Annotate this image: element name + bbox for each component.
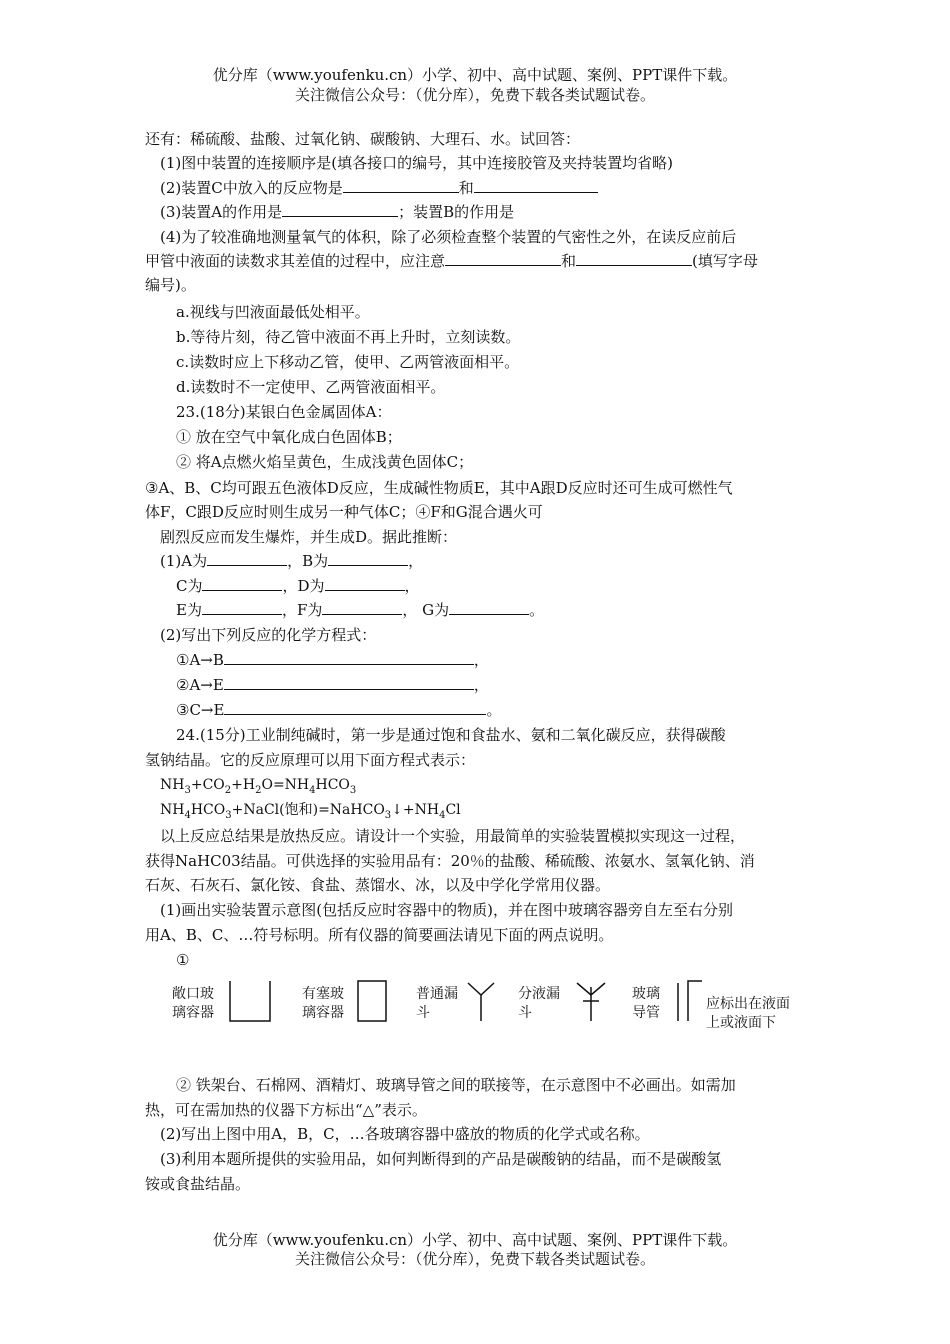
note-2-line2: 热，可在需加热的仪器下方标出“△”表示。 [145, 1101, 427, 1119]
q22-part-2-and: 和 [458, 179, 474, 197]
q23-title: 23.(18分)某银白色金属固体A： [176, 403, 392, 421]
q22-part-4-and: 和 [561, 252, 577, 270]
eq-label: ③C→E [176, 701, 225, 719]
sep-funnel-label-1: 分液漏 [518, 986, 560, 1002]
glass-tube-note-2: 上或液面下 [706, 1015, 776, 1031]
answer-blank-b[interactable] [328, 551, 408, 566]
comma: ， [408, 552, 424, 570]
label-f: ，F为 [281, 601, 323, 619]
header-line-2: 关注微信公众号：（优分库），免费下载各类试题试卷。 [294, 86, 655, 104]
q22-option-a: a.视线与凹液面最低处相平。 [176, 303, 370, 321]
q22-option-d: d.读数时不一定使甲、乙两管液面相平。 [176, 378, 446, 396]
q22-option-b: b.等待片刻，待乙管中液面不再上升时，立刻读数。 [176, 328, 521, 346]
q24-part-3-line2: 铵或食盐结晶。 [145, 1175, 251, 1193]
period: 。 [529, 601, 545, 619]
funnel-label-2: 斗 [416, 1005, 430, 1021]
answer-blank[interactable] [343, 178, 459, 193]
q23-part-1-row2 [176, 576, 420, 596]
q22-part-3-b: ；装置B的作用是 [398, 203, 515, 221]
q23-equation-2 [176, 675, 489, 695]
q22-part-4-text: 甲管中液面的读数求其差值的过程中，应注意 [145, 252, 446, 270]
label-a: (1)A为 [160, 552, 208, 570]
q23-step-3-line2: 体F，C跟D反应时则生成另一种气体C；④F和G混合遇火可 [145, 503, 543, 521]
q24-part-1-line2: 用A、B、C、…符号标明。所有仪器的简要画法请见下面的两点说明。 [145, 926, 614, 944]
q24-title-line1: 24.(15分)工业制纯碱时，第一步是通过饱和食盐水、氨和二氧化碳反应，获得碳酸 [176, 726, 726, 744]
label-g: ， G为 [402, 601, 450, 619]
answer-blank[interactable] [224, 650, 474, 665]
q24-summary-line2: 获得NaHC03结晶。可供选择的实验用品有：20％的盐酸、稀硫酸、浓氨水、氢氧化钠、消 [145, 852, 755, 870]
stoppered-vessel-label-2: 璃容器 [302, 1005, 344, 1021]
footer-line-2: 关注微信公众号：（优分库），免费下载各类试题试卷。 [294, 1250, 655, 1268]
q24-part-3-line1: (3)利用本题所提供的实验用品，如何判断得到的产品是碳酸钠的结晶，而不是碳酸氢 [160, 1150, 722, 1168]
q24-part-1-line1: (1)画出实验装置示意图(包括反应时容器中的物质)，并在图中玻璃容器旁自左至右分别 [160, 901, 733, 919]
q23-step-2: ② 将A点燃火焰呈黄色，生成浅黄色固体C； [176, 453, 474, 471]
glass-tube-note-1: 应标出在液面 [706, 996, 790, 1012]
q22-part-4-line1: (4)为了较准确地测量氧气的体积，除了必须检查整个装置的气密性之外，在读反应前后 [160, 228, 737, 246]
answer-blank[interactable] [282, 202, 398, 217]
answer-blank-g[interactable] [449, 600, 529, 615]
label-b: ，B为 [287, 552, 329, 570]
q22-part-2 [160, 178, 598, 198]
q22-option-c: c.读数时应上下移动乙管，使甲、乙两管液面相平。 [176, 353, 520, 371]
funnel-label-1: 普通漏 [416, 986, 458, 1002]
open-vessel-icon [228, 979, 272, 1023]
q24-equation-1: $NH_3+CO_2+H_2O=NH_4HCO_3$ [160, 777, 357, 796]
answer-blank[interactable] [224, 700, 486, 715]
q23-step-3-line1: ③A、B、C均可跟五色液体D反应，生成碱性物质E，其中A跟D反应时还可生成可燃性气 [145, 479, 733, 497]
period: 。 [486, 701, 502, 719]
open-vessel-label-2: 璃容器 [172, 1005, 214, 1021]
glass-tube-label-2: 导管 [632, 1005, 660, 1021]
q24-summary-line3: 石灰、石灰石、氯化铵、食盐、蒸馏水、冰，以及中学化学常用仪器。 [145, 876, 611, 894]
q22-part-2-label: (2)装置C中放入的反应物是 [160, 179, 343, 197]
q22-intro: 还有：稀硫酸、盐酸、过氧化钠、碳酸钠、大理石、水。试回答： [145, 130, 581, 148]
answer-blank-f[interactable] [322, 600, 402, 615]
label-d: ，D为 [282, 577, 325, 595]
q24-part-2: (2)写出上图中用A，B，C，…各玻璃容器中盛放的物质的化学式或名称。 [160, 1125, 650, 1143]
q24-equation-2: $NH_4HCO_3+NaCl$(饱和)$=NaHCO_3↓+NH_4Cl$ [160, 802, 461, 821]
answer-blank[interactable] [576, 251, 692, 266]
answer-blank-d[interactable] [325, 576, 405, 591]
q22-part-4-line2 [145, 251, 758, 271]
header-line-1: 优分库（www.youfenku.cn）小学、初中、高中试题、案例、PPT课件下载。 [212, 66, 738, 84]
q22-part-3-label: (3)装置A的作用是 [160, 203, 283, 221]
label-c: C为 [176, 577, 203, 595]
comma: ， [473, 651, 489, 669]
label-e: E为 [176, 601, 202, 619]
q22-part-4-hint: (填写字母 [692, 252, 758, 270]
eq-label: ①A→B [176, 651, 224, 669]
separatory-funnel-icon [574, 979, 608, 1023]
q22-part-4-line3: 编号)。 [145, 276, 196, 294]
q23-part-1-row1 [160, 551, 423, 571]
answer-blank[interactable] [445, 251, 561, 266]
apparatus-legend [150, 975, 850, 1045]
stoppered-vessel-label-1: 有塞玻 [302, 986, 344, 1002]
comma: ， [473, 676, 489, 694]
q22-part-1: (1)图中装置的连接顺序是(填各接口的编号，其中连接胶管及夹持装置均省略) [160, 154, 673, 172]
q24-summary-line1: 以上反应总结果是放热反应。请设计一个实验，用最简单的实验装置模拟实现这一过程， [160, 827, 746, 845]
sep-funnel-label-2: 斗 [518, 1005, 532, 1021]
answer-blank-a[interactable] [207, 551, 287, 566]
answer-blank-c[interactable] [202, 576, 282, 591]
q23-part-1-row3 [176, 600, 544, 620]
stoppered-vessel-icon [356, 979, 390, 1023]
eq-label: ②A→E [176, 676, 224, 694]
note-2-line1: ② 铁架台、石棉网、酒精灯、玻璃导管之间的联接等，在示意图中不必画出。如需加 [176, 1076, 736, 1094]
q23-step-3-line3: 剧烈反应而发生爆炸，并生成D。据此推断： [160, 528, 458, 546]
funnel-icon [466, 979, 496, 1023]
q23-equation-3 [176, 700, 501, 720]
q23-part-2: (2)写出下列反应的化学方程式： [160, 626, 377, 644]
answer-blank-e[interactable] [202, 600, 282, 615]
answer-blank[interactable] [224, 675, 474, 690]
q23-equation-1 [176, 650, 489, 670]
q24-title-line2: 氢钠结晶。它的反应原理可以用下面方程式表示： [145, 751, 476, 769]
open-vessel-label-1: 敞口玻 [172, 986, 214, 1002]
glass-tube-icon [674, 977, 708, 1025]
q23-step-1: ① 放在空气中氧化成白色固体B； [176, 428, 402, 446]
glass-tube-label-1: 玻璃 [632, 986, 660, 1002]
note-1-marker: ① [176, 951, 190, 969]
q22-part-3 [160, 202, 514, 222]
answer-blank[interactable] [474, 178, 598, 193]
comma: ， [404, 577, 420, 595]
footer-line-1: 优分库（www.youfenku.cn）小学、初中、高中试题、案例、PPT课件下载。 [212, 1231, 738, 1249]
